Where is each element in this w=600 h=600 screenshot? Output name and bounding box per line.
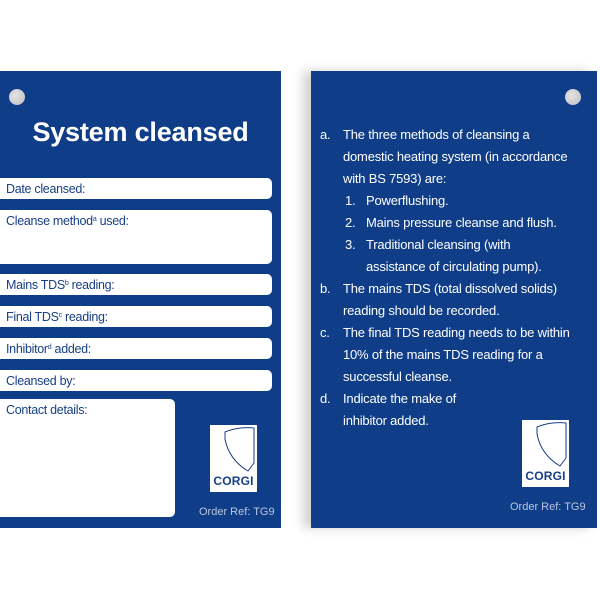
note-marker-c: c.	[320, 325, 330, 340]
cleanse-method-field[interactable]	[0, 210, 272, 264]
contact-details-field[interactable]	[0, 399, 175, 517]
hang-hole-left	[9, 89, 25, 105]
corgi-logo-text: CORGI	[525, 469, 566, 483]
note-d-line-1: Indicate the make of	[343, 391, 457, 406]
sub-item-2: Mains pressure cleanse and flush.	[366, 215, 557, 230]
note-b-line-2: reading should be recorded.	[343, 303, 500, 318]
sub-marker-2: 2.	[345, 215, 356, 230]
sub-marker-3: 3.	[345, 237, 356, 252]
cleansed-by-label: Cleansed by:	[6, 374, 76, 388]
sub-marker-1: 1.	[345, 193, 356, 208]
inhibitor-added-field[interactable]	[0, 338, 272, 359]
note-a-line-3: with BS 7593) are:	[343, 171, 447, 186]
corgi-logo-back	[522, 420, 569, 487]
note-a-line-2: domestic heating system (in accordance	[343, 149, 568, 164]
sub-item-1: Powerflushing.	[366, 193, 449, 208]
corgi-logo-text: CORGI	[213, 474, 254, 488]
note-b-line-1: The mains TDS (total dissolved solids)	[343, 281, 557, 296]
final-tds-label: Final TDS$^c$ reading:	[6, 310, 108, 324]
note-c-line-3: successful cleanse.	[343, 369, 452, 384]
note-marker-b: b.	[320, 281, 331, 296]
note-marker-d: d.	[320, 391, 331, 406]
note-d-line-2: inhibitor added.	[343, 413, 429, 428]
order-ref-back: Order Ref: TG9	[510, 501, 586, 513]
cleansed-by-field[interactable]	[0, 370, 272, 391]
note-marker-a: a.	[320, 127, 331, 142]
note-a-line-1: The three methods of cleansing a	[343, 127, 530, 142]
mains-tds-field[interactable]	[0, 274, 272, 295]
date-cleansed-label: Date cleansed:	[6, 182, 86, 196]
sub-item-3-line-1: Traditional cleansing (with	[366, 237, 511, 252]
mains-tds-label: Mains TDS$^b$ reading:	[6, 278, 115, 292]
shield-icon	[210, 425, 257, 475]
date-cleansed-field[interactable]	[0, 178, 272, 199]
shield-icon	[522, 420, 569, 470]
corgi-logo-front	[210, 425, 257, 492]
inhibitor-added-label: Inhibitor$^d$ added:	[6, 342, 91, 356]
hang-hole-right	[565, 89, 581, 105]
cleanse-method-label: Cleanse method$^a$ used:	[6, 214, 129, 228]
order-ref-front: Order Ref: TG9	[199, 506, 275, 518]
sub-item-3-line-2: assistance of circulating pump).	[366, 259, 542, 274]
note-c-line-1: The final TDS reading needs to be within	[343, 325, 570, 340]
final-tds-field[interactable]	[0, 306, 272, 327]
card-title: System cleansed	[32, 117, 249, 147]
note-c-line-2: 10% of the mains TDS reading for a	[343, 347, 543, 362]
contact-details-label: Contact details:	[6, 403, 88, 417]
